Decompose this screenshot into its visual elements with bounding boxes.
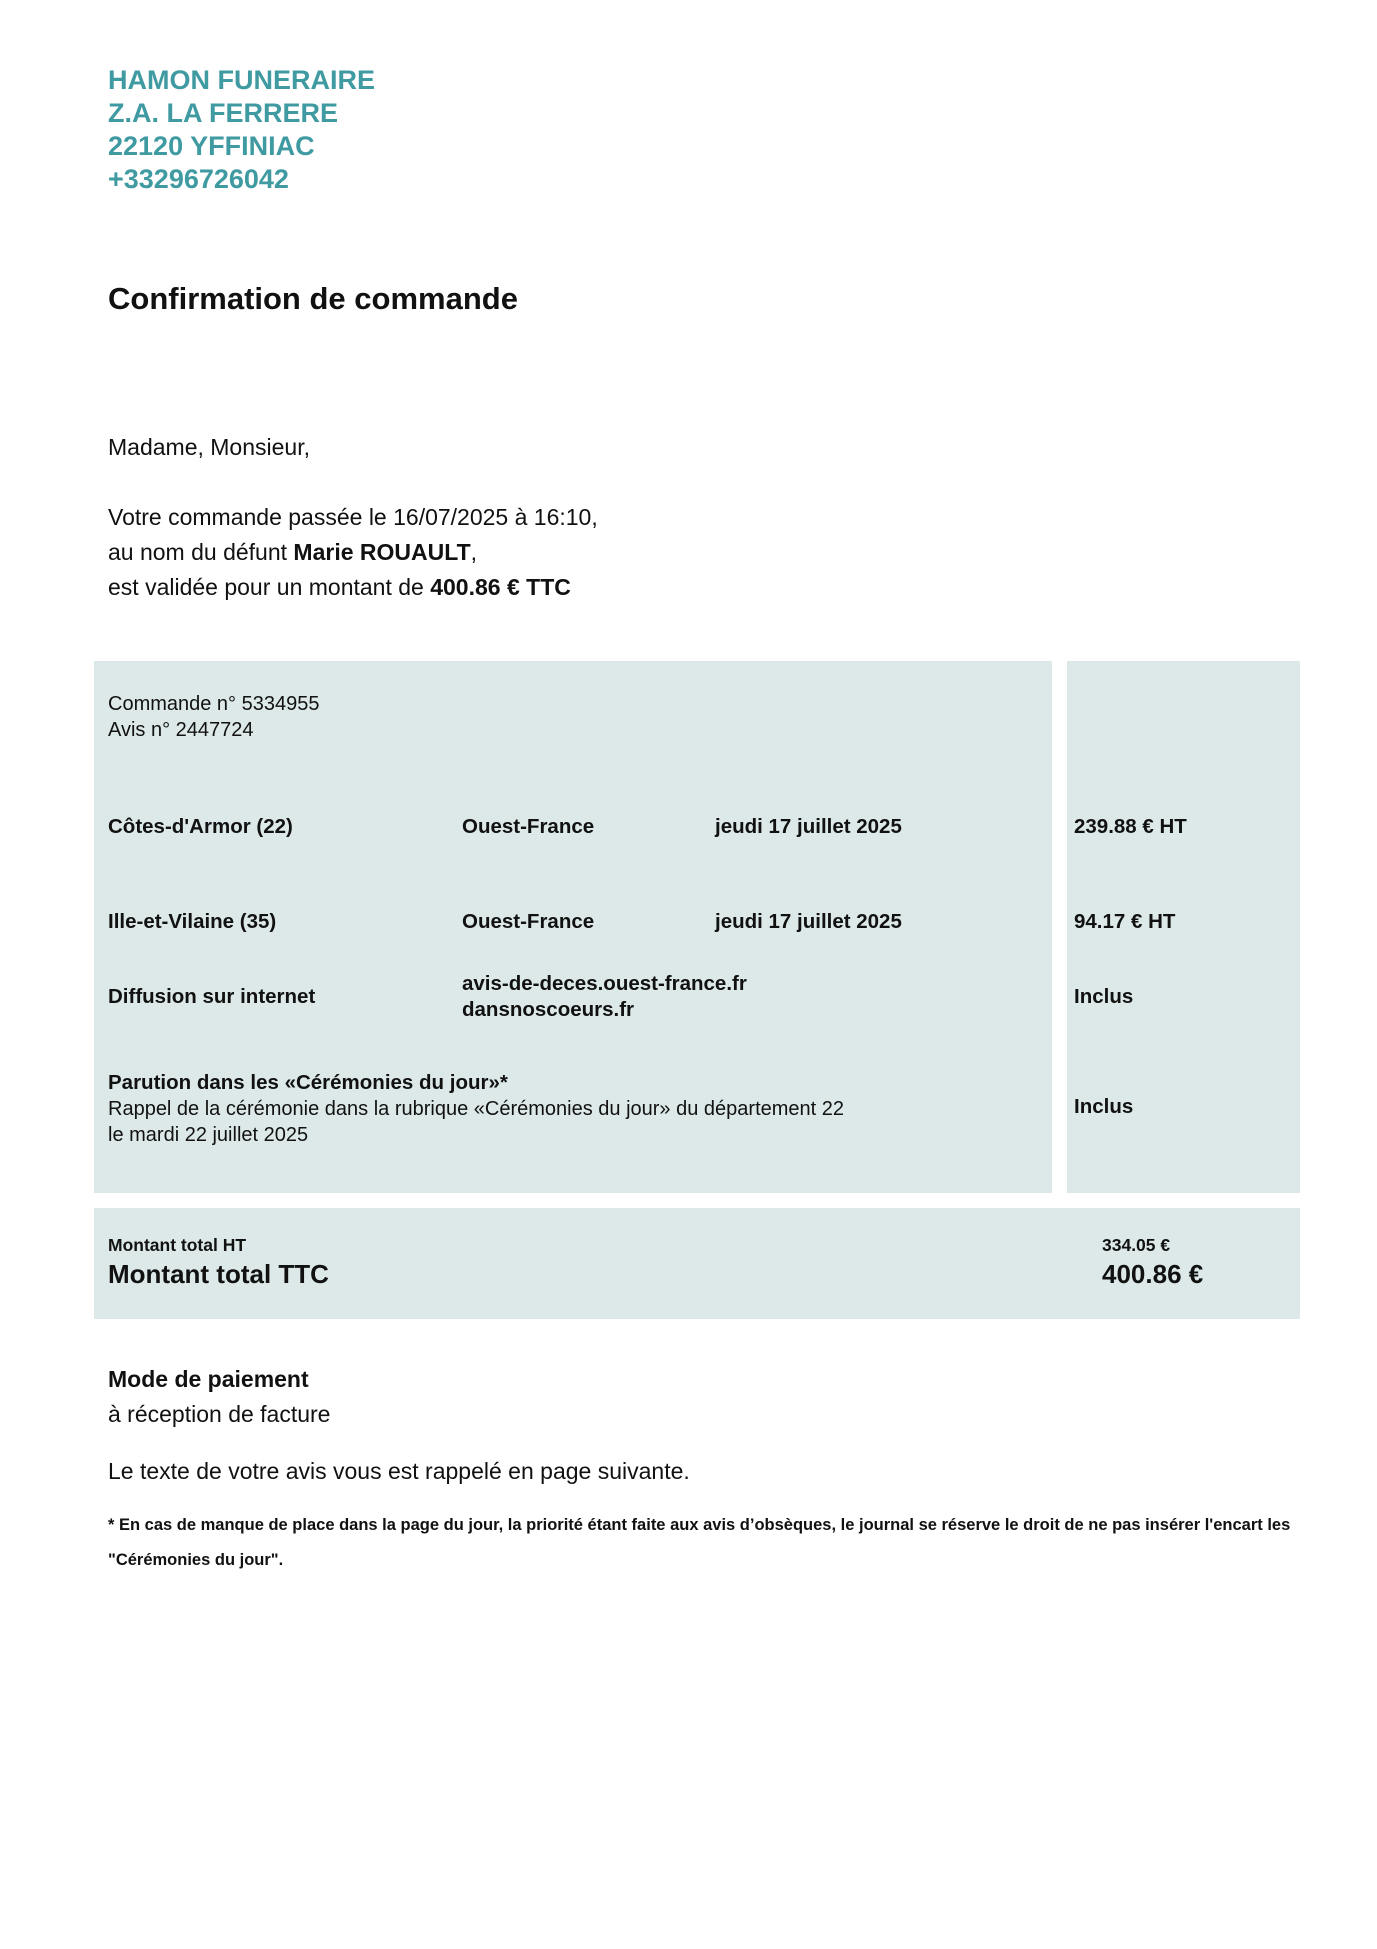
row-2-date: jeudi 17 juillet 2025 bbox=[715, 910, 902, 933]
intro-line-2-suffix: , bbox=[470, 539, 478, 565]
company-address: Z.A. LA FERRERE bbox=[108, 98, 339, 128]
notice-number: Avis n° 2447724 bbox=[108, 719, 254, 741]
internet-price: Inclus bbox=[1074, 985, 1134, 1008]
intro-line-3-prefix: est validée pour un montant de bbox=[108, 574, 431, 600]
intro-line-1: Votre commande passée le 16/07/2025 à 16:10, bbox=[108, 504, 598, 530]
deceased-name: Marie ROUAULT bbox=[293, 539, 471, 565]
order-number: Commande n° 5334955 bbox=[108, 693, 320, 715]
row-1-region: Côtes-d'Armor (22) bbox=[108, 815, 293, 838]
intro-line-2-prefix: au nom du défunt bbox=[108, 539, 294, 565]
total-ht-label: Montant total HT bbox=[108, 1235, 247, 1255]
total-ttc-label: Montant total TTC bbox=[108, 1259, 329, 1289]
ceremonies-line-2: le mardi 22 juillet 2025 bbox=[108, 1124, 309, 1146]
total-ht-value: 334.05 € bbox=[1102, 1235, 1171, 1255]
order-amount: 400.86 € TTC bbox=[430, 574, 571, 600]
internet-site-2: dansnoscoeurs.fr bbox=[462, 998, 635, 1021]
payment-heading: Mode de paiement bbox=[108, 1366, 309, 1392]
intro-line-3 bbox=[108, 570, 598, 605]
ceremonies-line-1: Rappel de la cérémonie dans la rubrique «Cérémonies du jour» du département 22 bbox=[108, 1098, 845, 1120]
intro-paragraph bbox=[108, 500, 598, 605]
company-phone: +33296726042 bbox=[108, 164, 289, 194]
company-name: HAMON FUNERAIRE bbox=[108, 65, 375, 95]
page-title: Confirmation de commande bbox=[108, 281, 518, 316]
footnote: * En cas de manque de place dans la page du jour, la priorité étant faite aux avis d’obsèques, le journal se réserve le droit de ne pas insérer l'encart les "Cérémonies du jour". bbox=[108, 1516, 1291, 1569]
row-2-region: Ille-et-Vilaine (35) bbox=[108, 910, 277, 933]
company-city: 22120 YFFINIAC bbox=[108, 131, 315, 161]
payment-method: à réception de facture bbox=[108, 1401, 331, 1427]
internet-site-1: avis-de-deces.ouest-france.fr bbox=[462, 972, 747, 995]
total-ttc-value: 400.86 € bbox=[1102, 1259, 1204, 1289]
internet-label: Diffusion sur internet bbox=[108, 985, 316, 1008]
row-2-newspaper: Ouest-France bbox=[462, 910, 595, 933]
ceremonies-heading: Parution dans les «Cérémonies du jour»* bbox=[108, 1071, 508, 1094]
reminder-text: Le texte de votre avis vous est rappelé en page suivante. bbox=[108, 1458, 690, 1484]
row-1-date: jeudi 17 juillet 2025 bbox=[715, 815, 902, 838]
greeting: Madame, Monsieur, bbox=[108, 434, 310, 460]
company-block bbox=[108, 64, 375, 196]
row-1-newspaper: Ouest-France bbox=[462, 815, 595, 838]
row-2-price: 94.17 € HT bbox=[1074, 910, 1176, 933]
row-1-price: 239.88 € HT bbox=[1074, 815, 1187, 838]
intro-line-2 bbox=[108, 535, 598, 570]
ceremonies-price: Inclus bbox=[1074, 1095, 1134, 1118]
